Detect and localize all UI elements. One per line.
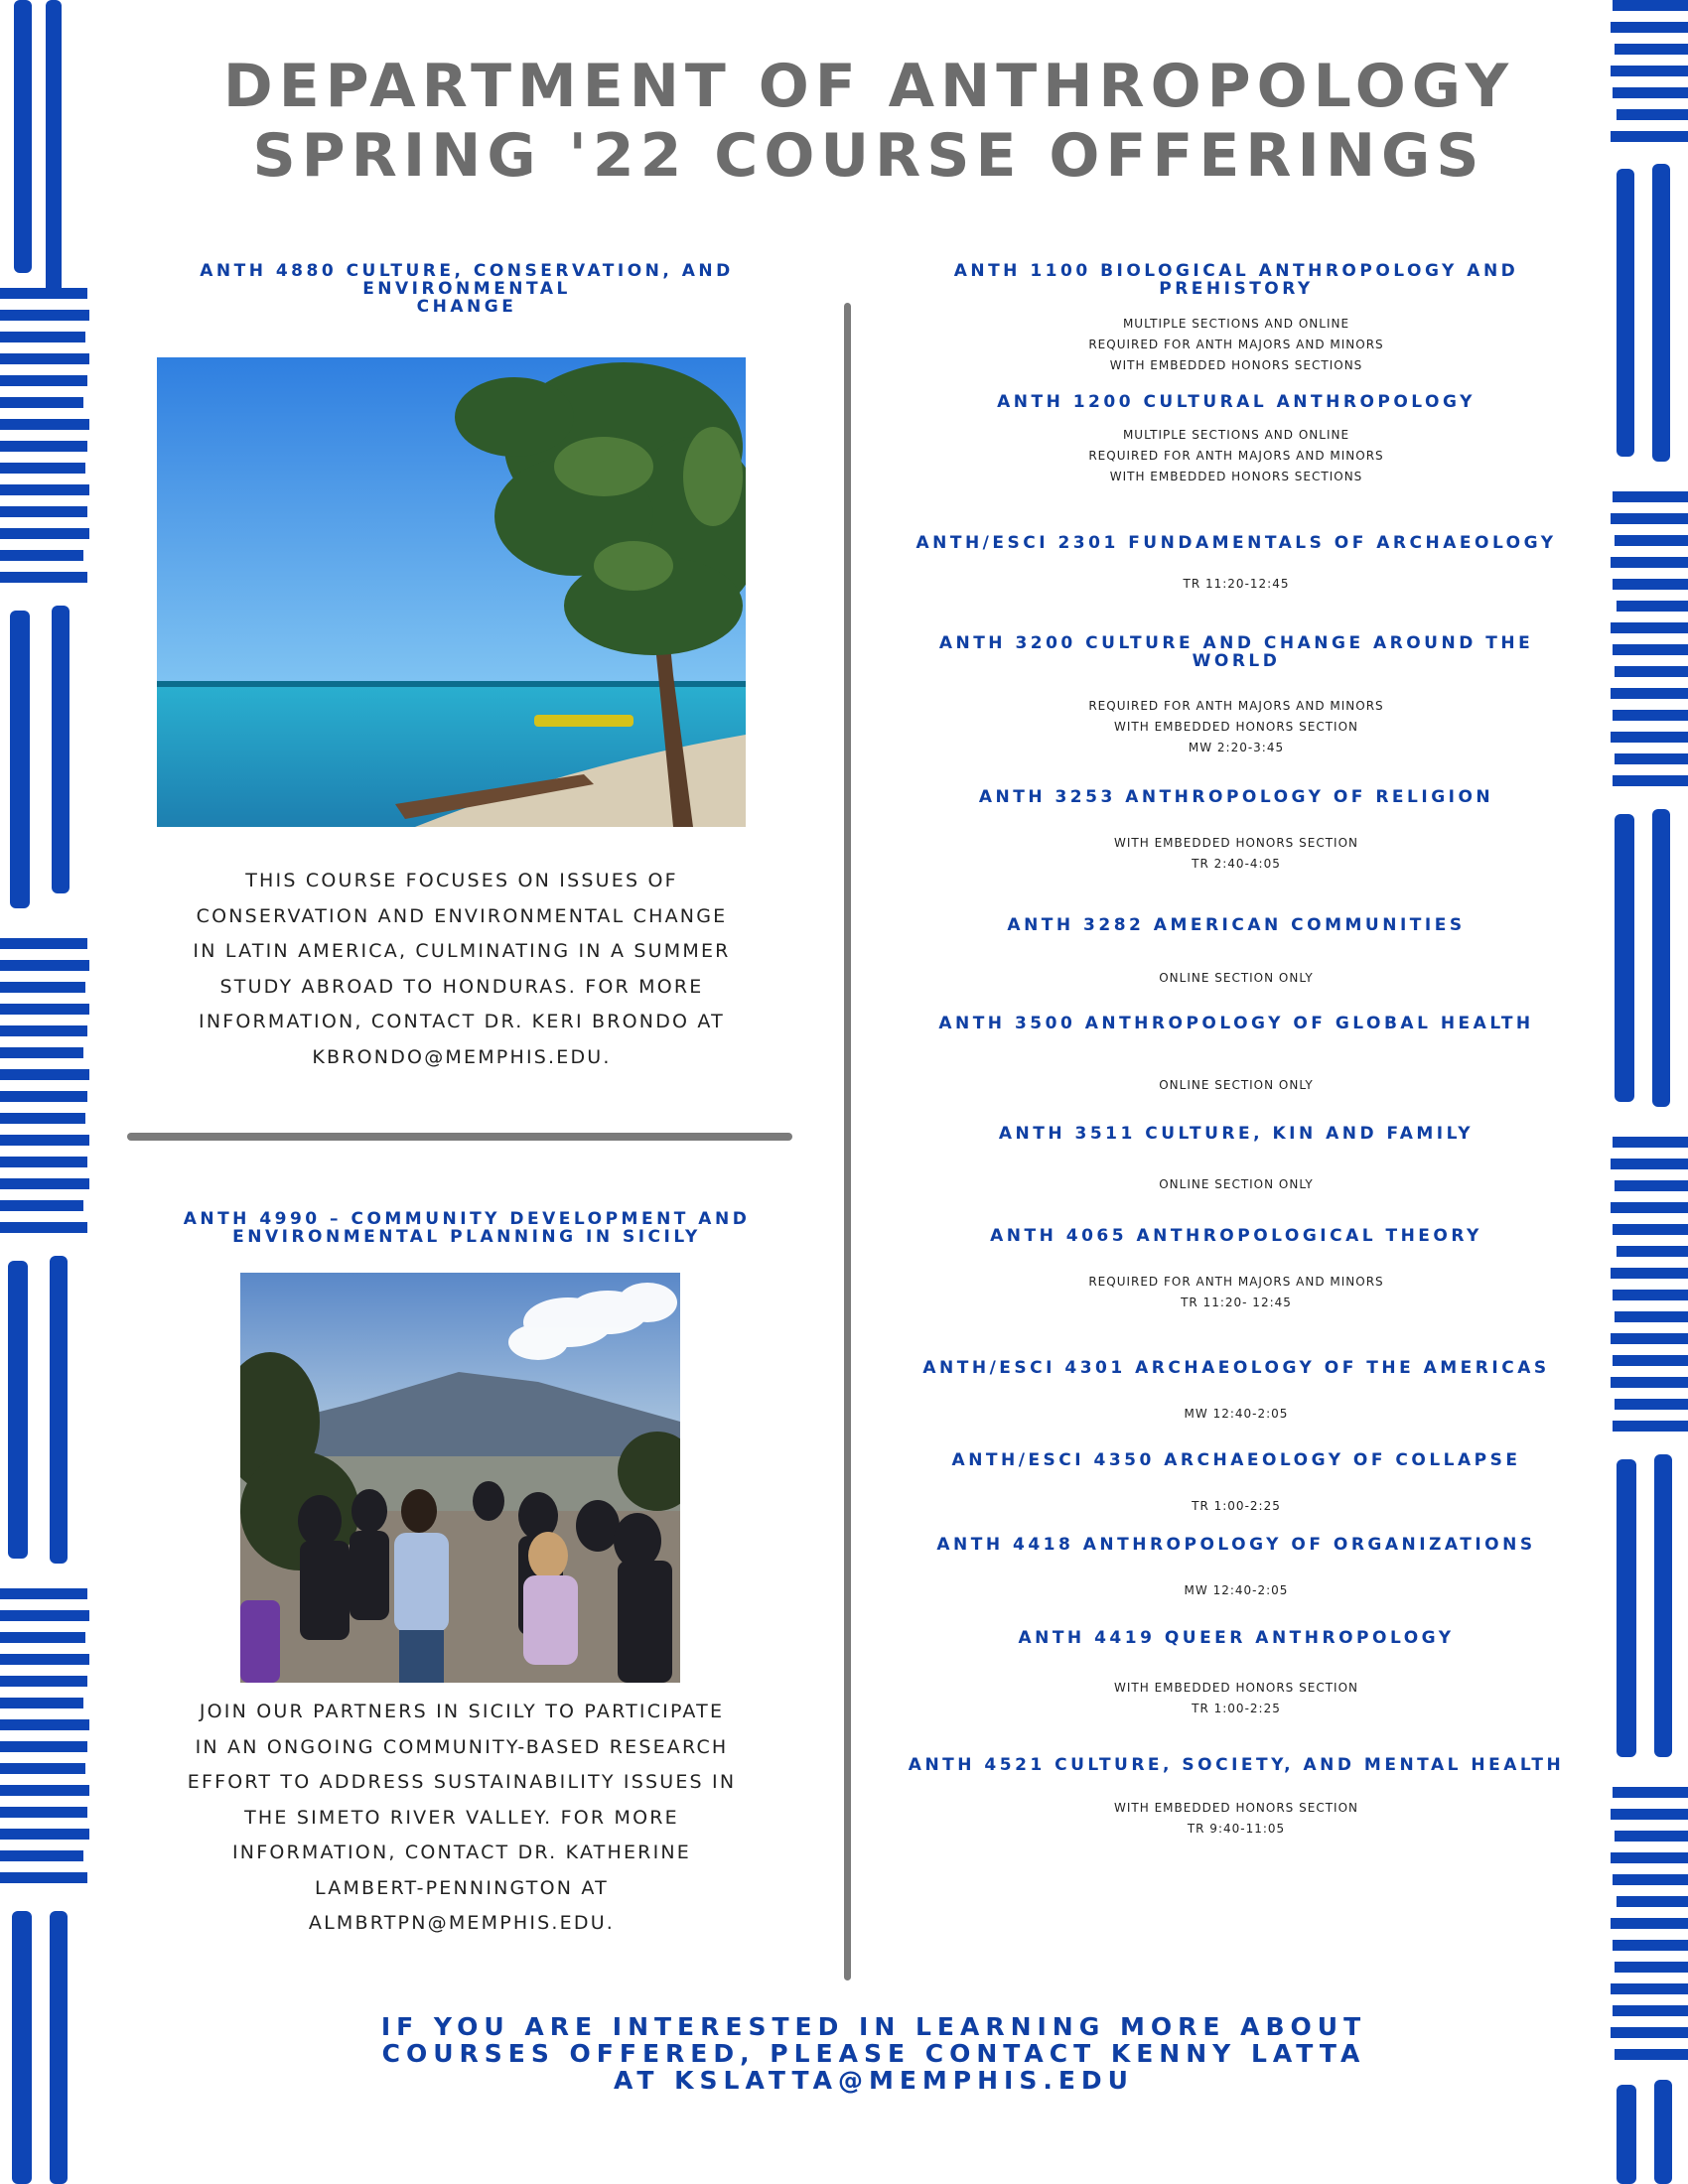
- course-details: [874, 425, 1599, 487]
- course-title: ANTH 1100 BIOLOGICAL ANTHROPOLOGY AND PREHISTORY: [953, 261, 1519, 299]
- right-brush-border: [1609, 0, 1688, 2184]
- detail-line: REQUIRED FOR ANTH MAJORS AND MINORS: [1088, 699, 1384, 713]
- heading-line: ANTH 4880 CULTURE, CONSERVATION, AND ENVIRONMENTAL: [200, 261, 734, 299]
- brush-border-icon: [0, 0, 89, 2184]
- course-title: ANTH 3282 AMERICAN COMMUNITIES: [1007, 915, 1466, 935]
- course-3500: [874, 1015, 1599, 1096]
- course-details: [874, 1496, 1599, 1517]
- heading-line: ANTH 4990 – COMMUNITY DEVELOPMENT AND: [183, 1209, 751, 1229]
- description-line: INFORMATION, CONTACT DR. KATHERINE: [231, 1842, 692, 1863]
- title-line-2: SPRING '22 COURSE OFFERINGS: [252, 121, 1485, 191]
- footer-line: COURSES OFFERED, PLEASE CONTACT KENNY LATTA: [381, 2039, 1366, 2068]
- description-line: EFFORT TO ADDRESS SUSTAINABILITY ISSUES IN: [187, 1771, 737, 1793]
- description-line: STUDY ABROAD TO HONDURAS. FOR MORE: [219, 975, 704, 998]
- detail-line: TR 2:40-4:05: [1192, 857, 1281, 871]
- course-title: ANTH/ESCI 4301 ARCHAEOLOGY OF THE AMERICAS: [922, 1358, 1550, 1378]
- detail-line: MW 2:20-3:45: [1188, 741, 1285, 754]
- description-line: JOIN OUR PARTNERS IN SICILY TO PARTICIPATE: [199, 1701, 725, 1722]
- course-4521: [874, 1756, 1599, 1840]
- course-title: ANTH 4065 ANTHROPOLOGICAL THEORY: [990, 1226, 1482, 1246]
- course-details: [874, 833, 1599, 875]
- detail-line: TR 11:20- 12:45: [1181, 1296, 1292, 1309]
- course-3200: [874, 634, 1599, 758]
- course-description-4990: [149, 1695, 774, 1942]
- course-4418: [874, 1536, 1599, 1601]
- footer-line: AT KSLATTA@MEMPHIS.EDU: [614, 2066, 1134, 2095]
- description-line: LAMBERT-PENNINGTON AT: [315, 1876, 609, 1899]
- description-line: ALMBRTPN@MEMPHIS.EDU.: [308, 1912, 616, 1934]
- course-details: [874, 696, 1599, 758]
- contact-footer: [298, 2013, 1450, 2094]
- course-4065: [874, 1227, 1599, 1313]
- course-title: ANTH 1200 CULTURAL ANTHROPOLOGY: [997, 392, 1476, 412]
- detail-line: WITH EMBEDDED HONORS SECTION: [1114, 1681, 1358, 1695]
- course-title: ANTH 3500 ANTHROPOLOGY OF GLOBAL HEALTH: [938, 1014, 1534, 1033]
- detail-line: WITH EMBEDDED HONORS SECTIONS: [1109, 358, 1363, 372]
- heading-line: CHANGE: [416, 297, 517, 317]
- detail-line: WITH EMBEDDED HONORS SECTION: [1114, 720, 1358, 734]
- course-1100: [874, 262, 1599, 376]
- title-line-1: DEPARTMENT OF ANTHROPOLOGY: [222, 52, 1515, 121]
- course-title: ANTH/ESCI 2301 FUNDAMENTALS OF ARCHAEOLOGY: [915, 533, 1557, 553]
- brush-border-icon: [1609, 0, 1688, 2184]
- course-details: [874, 1798, 1599, 1840]
- description-line: IN LATIN AMERICA, CULMINATING IN A SUMMER: [193, 940, 731, 962]
- detail-line: WITH EMBEDDED HONORS SECTION: [1114, 1801, 1358, 1815]
- course-4301: [874, 1359, 1599, 1425]
- footer-line: IF YOU ARE INTERESTED IN LEARNING MORE ABOUT: [380, 2012, 1367, 2041]
- course-details: [874, 1174, 1599, 1195]
- heading-line: ENVIRONMENTAL PLANNING IN SICILY: [232, 1227, 701, 1247]
- course-title: [874, 634, 1599, 670]
- detail-line: REQUIRED FOR ANTH MAJORS AND MINORS: [1088, 338, 1384, 351]
- detail-line: TR 1:00-2:25: [1192, 1499, 1281, 1513]
- course-title: ANTH 4419 QUEER ANTHROPOLOGY: [1018, 1628, 1455, 1648]
- course-heading-4880: [94, 262, 839, 316]
- left-brush-border: [0, 0, 89, 2184]
- sicily-group-photo-icon: [240, 1273, 680, 1683]
- course-4350: [874, 1451, 1599, 1517]
- detail-line: TR 9:40-11:05: [1187, 1822, 1286, 1836]
- description-line: CONSERVATION AND ENVIRONMENTAL CHANGE: [196, 904, 728, 927]
- course-details: [874, 1272, 1599, 1313]
- horizontal-divider: [127, 1133, 792, 1141]
- detail-line: ONLINE SECTION ONLY: [1159, 1177, 1314, 1191]
- description-line: IN AN ONGOING COMMUNITY-BASED RESEARCH: [195, 1735, 729, 1758]
- description-line: THIS COURSE FOCUSES ON ISSUES OF: [245, 870, 678, 891]
- detail-line: WITH EMBEDDED HONORS SECTION: [1114, 836, 1358, 850]
- detail-line: MULTIPLE SECTIONS AND ONLINE: [1122, 428, 1350, 442]
- detail-line: MULTIPLE SECTIONS AND ONLINE: [1122, 317, 1350, 331]
- course-details: [874, 968, 1599, 989]
- course-3511: [874, 1125, 1599, 1195]
- sicily-group-photo: [240, 1273, 680, 1683]
- course-1200: [874, 393, 1599, 487]
- detail-line: WITH EMBEDDED HONORS SECTIONS: [1109, 470, 1363, 483]
- course-description-4880: [149, 864, 774, 1075]
- detail-line: ONLINE SECTION ONLY: [1159, 971, 1314, 985]
- course-3253: [874, 788, 1599, 875]
- course-4419: [874, 1629, 1599, 1719]
- description-line: INFORMATION, CONTACT DR. KERI BRONDO AT: [199, 1011, 725, 1032]
- detail-line: TR 1:00-2:25: [1192, 1702, 1281, 1715]
- course-details: [874, 1404, 1599, 1425]
- course-details: [874, 314, 1599, 376]
- detail-line: MW 12:40-2:05: [1184, 1583, 1289, 1597]
- course-title-line: ANTH 3200 CULTURE AND CHANGE AROUND THE: [938, 633, 1534, 653]
- course-details: [874, 1678, 1599, 1719]
- course-2301: [874, 534, 1599, 595]
- beach-photo: [157, 357, 746, 827]
- page-title: [149, 52, 1589, 191]
- course-3282: [874, 916, 1599, 989]
- detail-line: MW 12:40-2:05: [1184, 1407, 1289, 1421]
- course-heading-4990: [94, 1210, 839, 1246]
- course-details: [874, 574, 1599, 595]
- course-title: ANTH 4418 ANTHROPOLOGY OF ORGANIZATIONS: [936, 1535, 1536, 1555]
- course-title: ANTH 3511 CULTURE, KIN AND FAMILY: [998, 1124, 1475, 1144]
- beach-photo-icon: [157, 357, 746, 827]
- vertical-divider: [844, 303, 851, 1980]
- course-title-line: WORLD: [1192, 651, 1281, 671]
- course-details: [874, 1075, 1599, 1096]
- detail-line: ONLINE SECTION ONLY: [1159, 1078, 1314, 1092]
- course-details: [874, 1580, 1599, 1601]
- description-line: KBRONDO@MEMPHIS.EDU.: [312, 1045, 612, 1068]
- course-title: ANTH 4521 CULTURE, SOCIETY, AND MENTAL HEALTH: [908, 1755, 1565, 1775]
- detail-line: REQUIRED FOR ANTH MAJORS AND MINORS: [1088, 449, 1384, 463]
- description-line: THE SIMETO RIVER VALLEY. FOR MORE: [244, 1806, 679, 1829]
- course-title: ANTH 3253 ANTHROPOLOGY OF RELIGION: [978, 787, 1494, 807]
- course-title: ANTH/ESCI 4350 ARCHAEOLOGY OF COLLAPSE: [951, 1450, 1521, 1470]
- detail-line: TR 11:20-12:45: [1183, 577, 1290, 591]
- detail-line: REQUIRED FOR ANTH MAJORS AND MINORS: [1088, 1275, 1384, 1289]
